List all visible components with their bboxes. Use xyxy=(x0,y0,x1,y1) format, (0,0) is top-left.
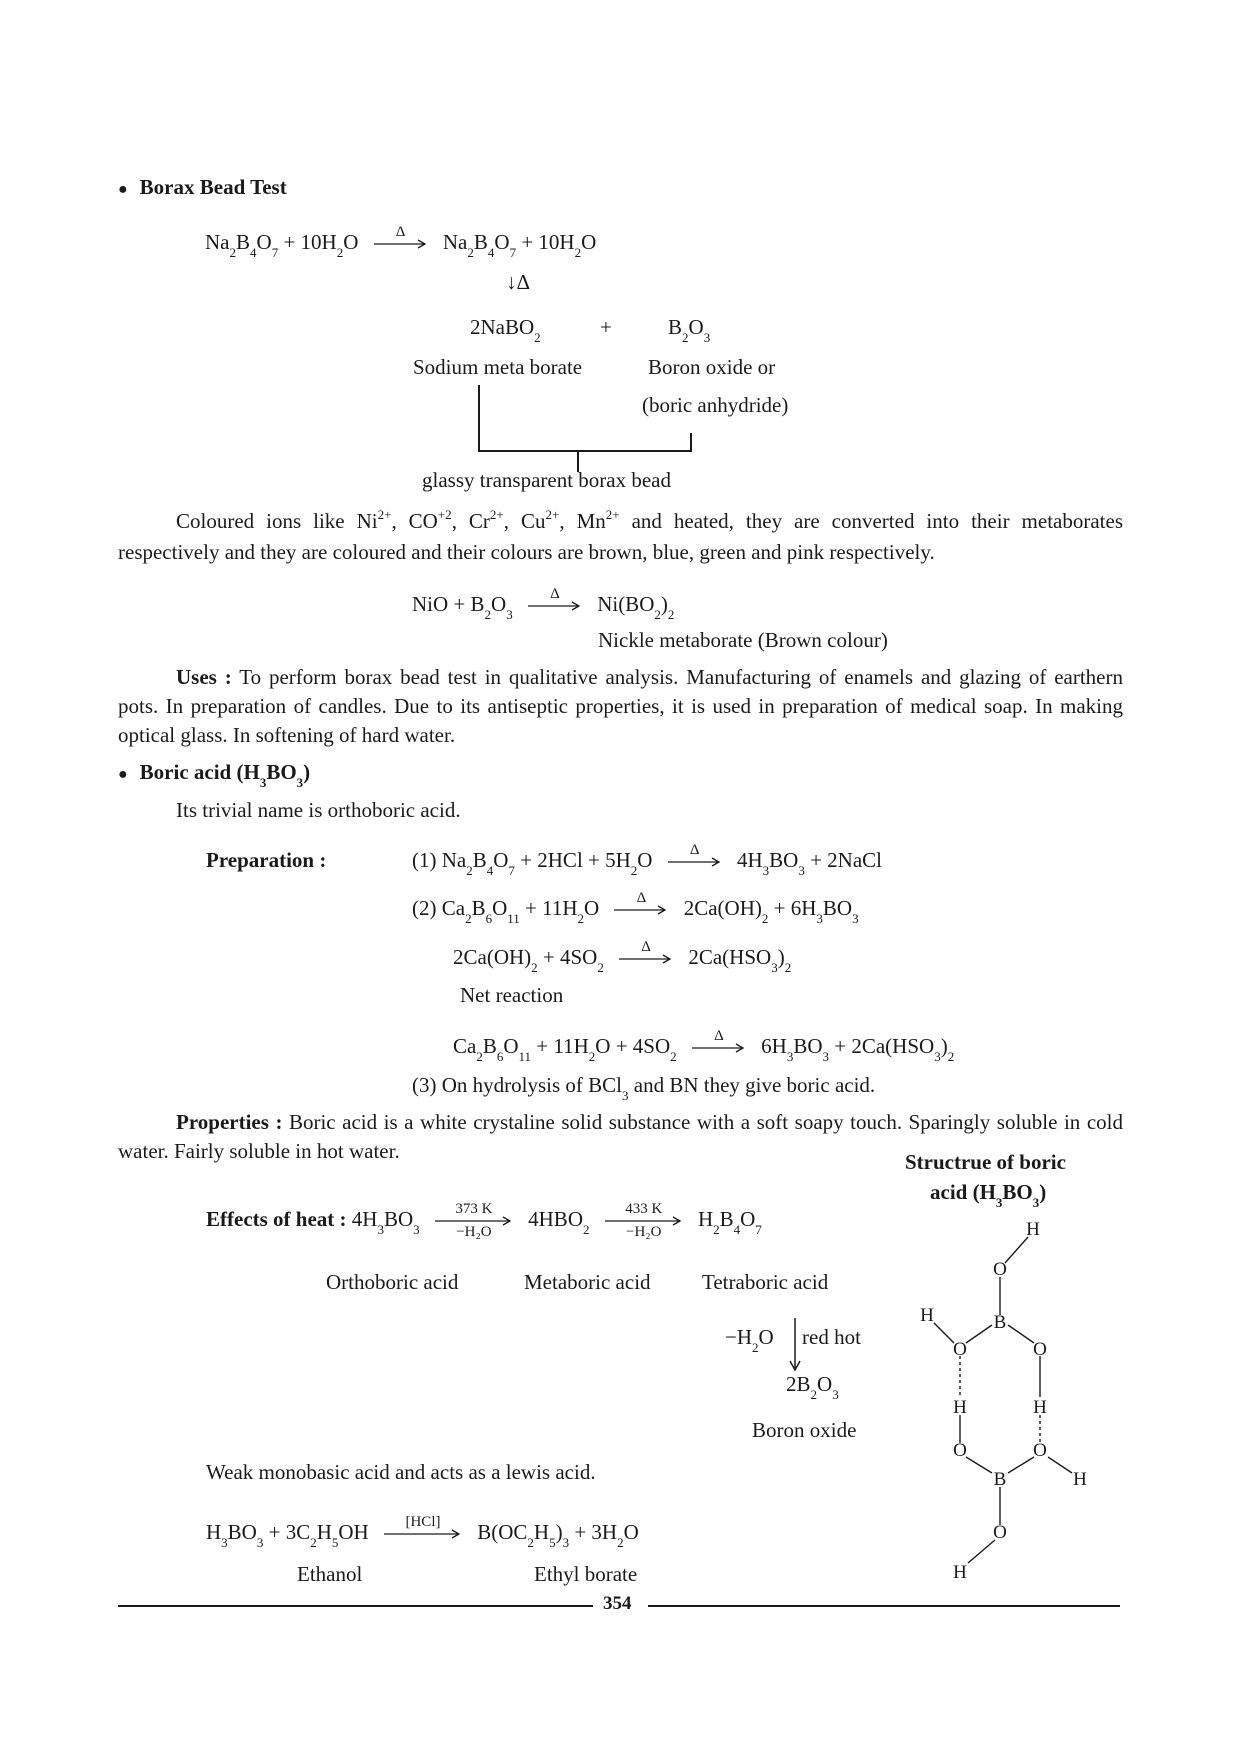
label-glassy-bead: glassy transparent borax bead xyxy=(422,468,671,492)
atom-h-mid-right: H xyxy=(1033,1397,1047,1418)
preparation-step-3: (3) On hydrolysis of BCl$_3$ and BN they give boric acid. xyxy=(412,1073,876,1103)
heat-arrow: Δ xyxy=(619,954,673,964)
uses-paragraph: Uses : To perform borax bead test in qualitative analysis. Manufacturing of enamels and glazing of earthern pots. In preparation of candles. Due to its antiseptic properties, it is used in preparation of medical soap. In making optical glass. In softening of hard water. xyxy=(118,665,1123,747)
net-reaction-label: Net reaction xyxy=(460,983,564,1007)
heat-arrow: Δ xyxy=(374,239,428,249)
atom-h-left: H xyxy=(920,1305,934,1326)
atom-h-mid-left: H xyxy=(953,1397,967,1418)
atom-h-bottom: H xyxy=(953,1562,967,1583)
preparation-step-2: (2) $Ca_2B_6O_{11} + 11H_2O$ Δ $2Ca(OH)_2 + 6H_3BO_3$ xyxy=(412,890,859,926)
borax-equation: $Na_2B_4O_7 + 10H_2O$ Δ $Na_2B_4O_7 + 10H_2O$ xyxy=(205,224,597,260)
weak-acid-text: Weak monobasic acid and acts as a lewis acid. xyxy=(206,1460,596,1484)
coloured-ions-paragraph: Coloured ions like $Ni^{2+}$, $CO^{+2}$, $Cr^{2+}$, $Cu^{2+}$, $Mn^{2+}$ and heated, they are converted into their metaborates respectively and they are coloured and their colours are brown, blue, green and pink respectively. xyxy=(118,507,1123,564)
product-nabo2: 2NaBO$_2$ xyxy=(470,315,541,345)
net-reaction-equation: $Ca_2B_6O_{11} + 11H_2O + 4SO_2$ Δ $6H_3BO_3 + 2Ca(HSO_3)_2$ xyxy=(453,1028,955,1064)
atom-h-right: H xyxy=(1073,1469,1087,1490)
heat-arrow: Δ xyxy=(668,857,722,867)
heat-arrow: Δ xyxy=(692,1043,746,1053)
atom-o-right-lower: O xyxy=(1033,1440,1047,1461)
properties-paragraph: Properties : Boric acid is a white crystaline solid substance with a soft soapy touch. Sparingly soluble in cold water. Fairly soluble in hot water. xyxy=(118,1110,1123,1163)
ethyl-borate-equation: $H_3BO_3 + 3C_2H_5OH$ [HCl] $B(OC_2H_5)_3 + 3H_2O$ xyxy=(206,1514,639,1550)
atom-o-right-upper: O xyxy=(1033,1339,1047,1360)
heat-arrow: Δ xyxy=(614,905,668,915)
atom-h-top: H xyxy=(1026,1219,1040,1240)
structure-title-2: acid $(H_3BO_3)$ xyxy=(930,1180,1047,1210)
boric-acid-heading: ● Boric acid $(H_3BO_3)$ xyxy=(118,760,311,790)
label-orthoboric: Orthoboric acid xyxy=(326,1270,459,1294)
label-metaboric: Metaboric acid xyxy=(524,1270,651,1294)
preparation-label: Preparation : xyxy=(206,848,327,872)
heat-arrow-433k: 433 K −H₂O xyxy=(605,1216,683,1226)
atom-o-bottom: O xyxy=(993,1522,1007,1543)
red-hot-label: red hot xyxy=(802,1325,861,1349)
trivial-name: Its trivial name is orthoboric acid. xyxy=(176,798,461,822)
heat-arrow: Δ xyxy=(528,601,582,611)
boric-acid-structure xyxy=(900,1215,1120,1585)
hcl-arrow: [HCl] xyxy=(384,1529,462,1539)
label-boric-anhydride: (boric anhydride) xyxy=(642,393,789,417)
heat-arrow-373k: 373 K −H₂O xyxy=(435,1216,513,1226)
atom-o-left-lower: O xyxy=(953,1440,967,1461)
nickle-metaborate-label: Nickle metaborate (Brown colour) xyxy=(598,628,888,652)
label-tetraboric: Tetraboric acid xyxy=(702,1270,829,1294)
product-plus: + xyxy=(600,315,612,339)
label-ethanol: Ethanol xyxy=(297,1562,363,1586)
bracket-left xyxy=(478,385,480,451)
bracket-right xyxy=(690,433,692,451)
down-arrow xyxy=(788,1318,802,1373)
footer-rule-left xyxy=(118,1605,593,1607)
down-delta-arrow: ↓Δ xyxy=(506,270,531,294)
product-b2o3: $B_2O_3$ xyxy=(668,315,711,345)
structure-title-1: Structrue of boric xyxy=(905,1150,1066,1174)
effects-of-heat: Effects of heat : $4H_3BO_3$ 373 K −H₂O $4HBO_2$ 433 K −H₂O $H_2B_4O_7$ xyxy=(206,1201,762,1241)
label-boron-oxide-2: Boron oxide xyxy=(752,1418,857,1442)
footer-rule-right xyxy=(648,1605,1120,1607)
atom-o-left-upper: O xyxy=(953,1339,967,1360)
bracket-bottom xyxy=(478,450,692,452)
label-boron-oxide: Boron oxide or xyxy=(648,355,776,379)
atom-b-top: B xyxy=(993,1312,1007,1333)
atom-b-bottom: B xyxy=(993,1469,1007,1490)
product-2b2o3: $2B_2O_3$ xyxy=(786,1372,839,1402)
label-sodium-meta-borate: Sodium meta borate xyxy=(413,355,583,379)
page-number: 354 xyxy=(603,1593,632,1614)
label-ethyl-borate: Ethyl borate xyxy=(534,1562,638,1586)
preparation-step-1: (1) $Na_2B_4O_7 + 2HCl + 5H_2O$ Δ $4H_3BO_3$ + 2NaCl xyxy=(412,842,882,878)
minus-water: $-H_2O$ xyxy=(725,1325,774,1355)
preparation-step-2b: $2Ca(OH)_2 + 4SO_2$ Δ $2Ca(HSO_3)_2$ xyxy=(453,939,792,975)
atom-o-top: O xyxy=(993,1259,1007,1280)
nio-equation: NiO + $B_2O_3$ Δ $Ni(BO_2)_2$ xyxy=(412,586,675,622)
borax-heading: ● Borax Bead Test xyxy=(118,175,287,199)
